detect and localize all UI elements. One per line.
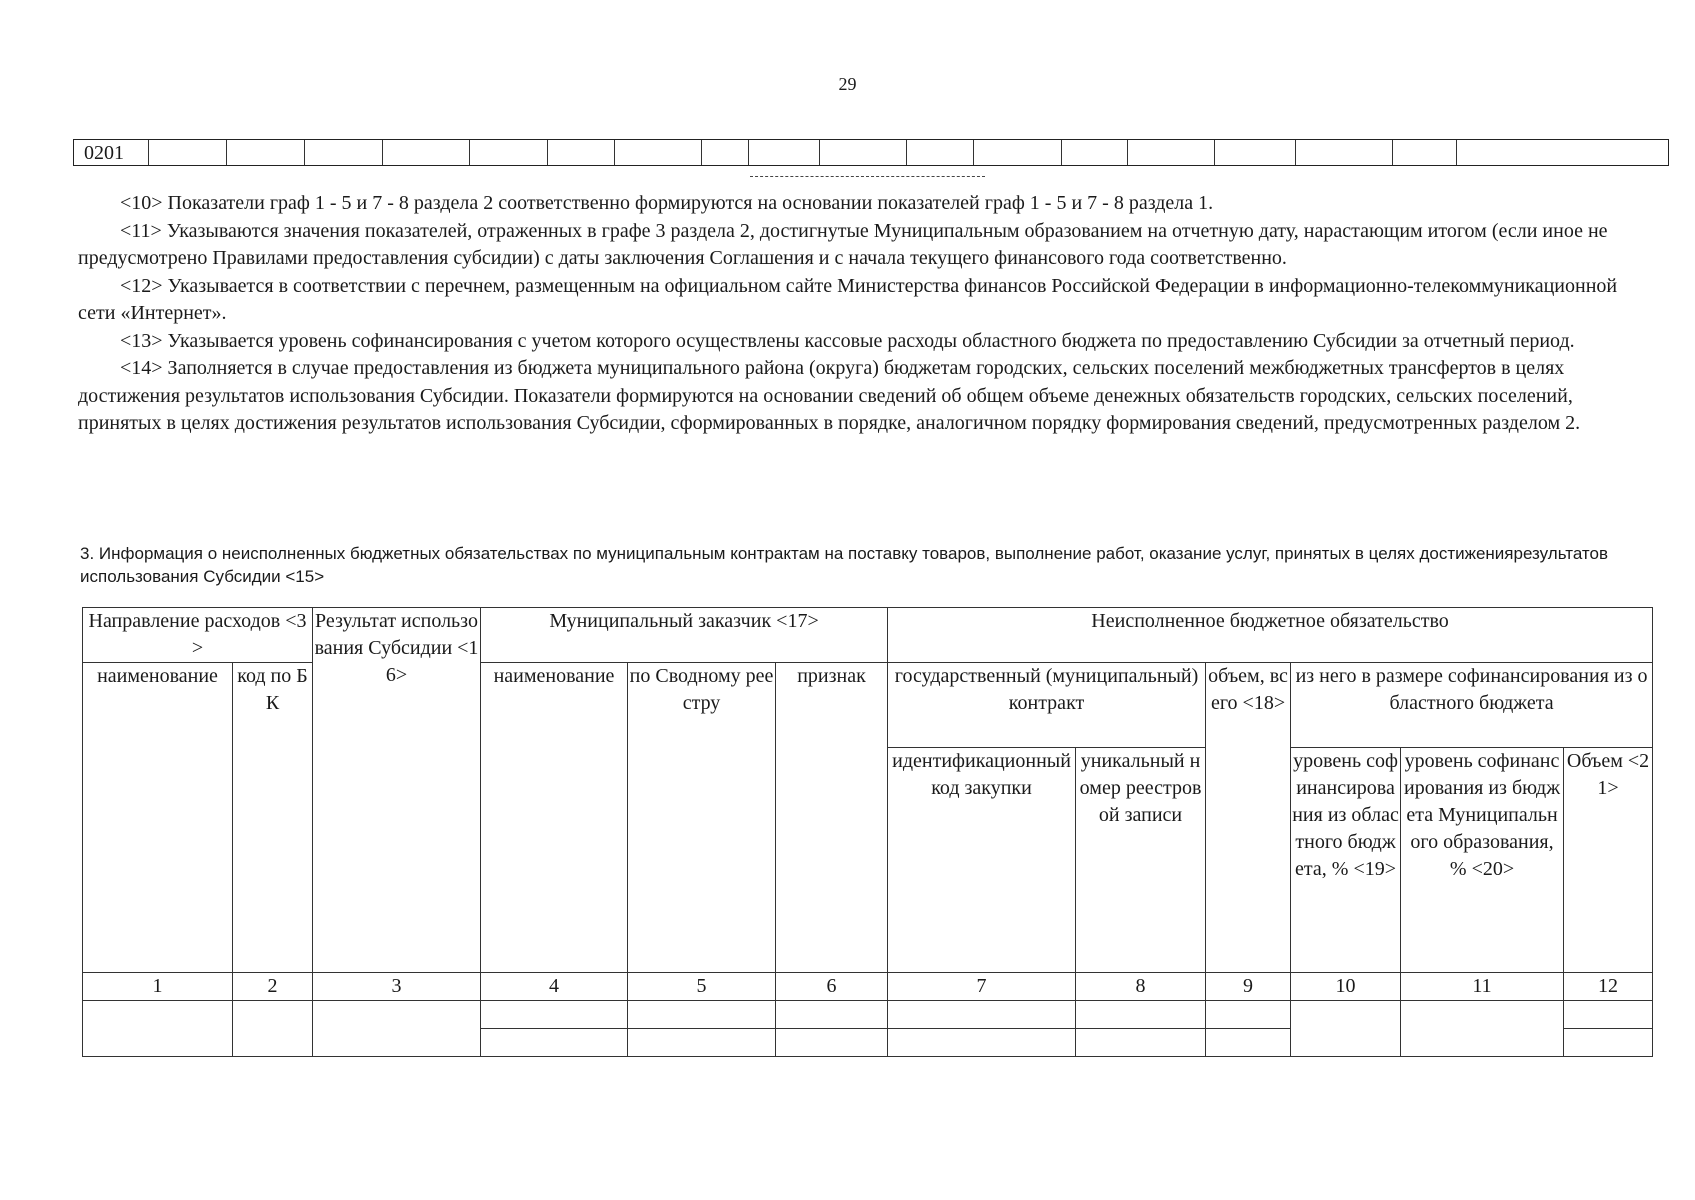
footnote-10: <10> Показатели граф 1 - 5 и 7 - 8 раздела 2 соответственно формируются на основании показателей граф 1 - 5 и 7 - 8 раздела 1.	[120, 192, 1214, 214]
header-obligation: Неисполненное бюджетное обязательство	[888, 608, 1653, 663]
col-number: 3	[313, 973, 481, 1001]
header-result: Результат использования Субсидии <16>	[313, 608, 481, 973]
col-number: 2	[233, 973, 313, 1001]
table-cell	[1291, 1001, 1401, 1057]
col-number: 10	[1291, 973, 1401, 1001]
strip-cell	[1128, 140, 1215, 165]
strip-cell	[1296, 140, 1393, 165]
strip-cell	[470, 140, 548, 165]
strip-cell	[974, 140, 1062, 165]
header-direction: Направление расходов <3>	[83, 608, 313, 663]
strip-cell	[149, 140, 227, 165]
col-number: 11	[1401, 973, 1564, 1001]
table-cell	[83, 1001, 233, 1057]
strip-cell	[615, 140, 702, 165]
header-contract: государственный (муниципальный) контракт	[888, 663, 1206, 748]
header-volume: Объем <21>	[1564, 748, 1653, 973]
footnotes	[78, 190, 1658, 438]
col-number: 1	[83, 973, 233, 1001]
table-cell	[1206, 1001, 1291, 1029]
footnote-separator	[750, 176, 985, 177]
col-number: 9	[1206, 973, 1291, 1001]
table-cell	[313, 1001, 481, 1057]
table-cell	[1206, 1029, 1291, 1057]
strip-cell-code: 0201	[74, 140, 149, 165]
header-registry: по Сводному реестру	[628, 663, 776, 973]
strip-cell	[305, 140, 383, 165]
obligations-table	[82, 607, 1653, 1057]
table-row	[83, 1001, 1653, 1029]
strip-cell	[749, 140, 820, 165]
table-cell	[481, 1001, 628, 1029]
col-number: 8	[1076, 973, 1206, 1001]
footnote-14: <14> Заполняется в случае предоставления из бюджета муниципального района (округа) бюджетам городских, сельских поселений межбюджетных трансфертов в целях достижения результатов использования Субсидии. Показатели формируются на основании сведений об общем объеме денежных обязательств городских, сельских поселений, принятых в целях достижения результатов использования Субсидии, сформированных в порядке, аналогичном порядку формирования сведений, предусмотренных разделом 2.	[78, 357, 1581, 434]
strip-cell	[1215, 140, 1296, 165]
header-bk-code: код по БК	[233, 663, 313, 973]
footnote-11: <11> Указываются значения показателей, отраженных в графе 3 раздела 2, достигнутые Муниципальным образованием на отчетную дату, нарастающим итогом (если иное не предусмотрено Правилами предоставления субсидии) с даты заключения Соглашения и с начала текущего финансового года соответственно.	[78, 219, 1608, 269]
header-direction-name: наименование	[83, 663, 233, 973]
col-number: 4	[481, 973, 628, 1001]
strip-cell	[820, 140, 907, 165]
table-cell	[888, 1029, 1076, 1057]
table-cell	[776, 1001, 888, 1029]
header-customer: Муниципальный заказчик <17>	[481, 608, 888, 663]
table-cell	[628, 1001, 776, 1029]
table-cell	[1076, 1029, 1206, 1057]
col-number: 7	[888, 973, 1076, 1001]
strip-cell	[227, 140, 305, 165]
table-cell	[888, 1001, 1076, 1029]
header-purchase-code: идентификационный код закупки	[888, 748, 1076, 973]
column-numbers-row	[83, 973, 1653, 1001]
col-number: 6	[776, 973, 888, 1001]
footnote-13: <13> Указывается уровень софинансирования с учетом которого осуществлены кассовые расходы областного бюджета по предоставлению Субсидии за отчетный период.	[120, 329, 1575, 352]
table-cell	[776, 1029, 888, 1057]
section-3-title: 3. Информация о неисполненных бюджетных обязательствах по муниципальным контрактам на поставку товаров, выполнение работ, оказание услуг, принятых в целях достиженияpезультатов использования Субсидии <15>	[80, 544, 1608, 586]
table-cell	[233, 1001, 313, 1057]
strip-cell	[548, 140, 615, 165]
header-total: объем, всего <18>	[1206, 663, 1291, 973]
table-cell	[1564, 1029, 1653, 1057]
header-registry-record: уникальный номер реестровой записи	[1076, 748, 1206, 973]
col-number: 5	[628, 973, 776, 1001]
header-cofinancing: из него в размере софинансирования из областного бюджета	[1291, 663, 1653, 748]
table-cell	[1401, 1001, 1564, 1057]
table-cell	[481, 1029, 628, 1057]
strip-cell	[907, 140, 974, 165]
top-strip-table	[73, 139, 1669, 166]
table-cell	[1076, 1001, 1206, 1029]
header-sign: признак	[776, 663, 888, 973]
table-cell	[1564, 1001, 1653, 1029]
header-customer-name: наименование	[481, 663, 628, 973]
table-cell	[628, 1029, 776, 1057]
strip-cell	[1457, 140, 1600, 165]
footnote-12: <12> Указывается в соответствии с перечнем, размещенным на официальном сайте Министерства финансов Российской Федерации в информационно-телекоммуникационной сети «Интернет».	[78, 274, 1618, 324]
strip-cell	[1393, 140, 1457, 165]
strip-cell	[1062, 140, 1128, 165]
header-level-municipal: уровень софинансирования из бюджета Муниципального образования, % <20>	[1401, 748, 1564, 973]
strip-cell	[383, 140, 470, 165]
strip-cell	[702, 140, 749, 165]
col-number: 12	[1564, 973, 1653, 1001]
header-level-regional: уровень софинансирования из областного бюджета, % <19>	[1291, 748, 1401, 973]
page-number: 29	[838, 74, 857, 94]
